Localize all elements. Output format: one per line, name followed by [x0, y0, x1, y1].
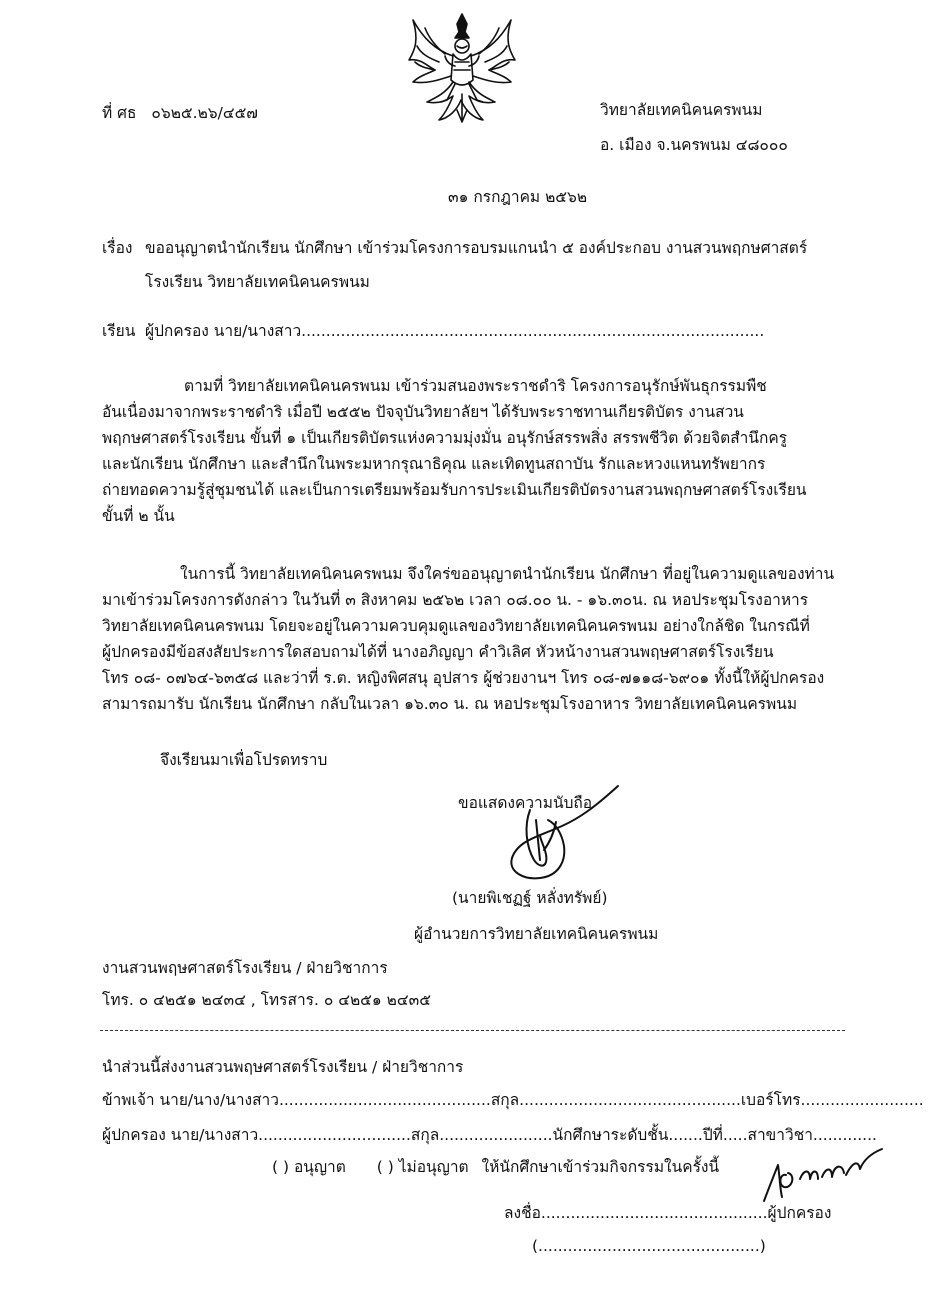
- allow-checkbox[interactable]: ( ) อนุญาต: [272, 1158, 346, 1176]
- contact-phone: โทร. ๐ ๔๒๕๑ ๒๔๓๔ , โทรสาร. ๐ ๔๒๕๑ ๒๔๓๕: [102, 991, 431, 1009]
- paragraph-1-line: ขั้นที่ ๒ นั้น: [102, 507, 175, 525]
- reply-slip-row-2: ผู้ปกครอง นาย/นางสาว...............................สกุล.......................นักศึกษาระดับชั้น.......ปีที่.....สาขาวิชา.............: [102, 1126, 877, 1144]
- reply-slip-row-1: ข้าพเจ้า นาย/นาง/นางสาว...........................................สกุล.............................................เบอร์โทร.........................: [102, 1091, 924, 1109]
- director-signature-icon: [500, 780, 620, 890]
- paragraph-2: [102, 561, 842, 717]
- salutation-text: ผู้ปกครอง นาย/นางสาว..............................................................................................: [145, 322, 765, 340]
- paragraph-1: [102, 373, 842, 529]
- reference-label: ที่ ศธ: [102, 104, 137, 122]
- paragraph-2-line: สามารถมารับ นักเรียน นักศึกษา กลับในเวลา ๑๖.๓๐ น. ณ หอประชุมโรงอาหาร วิทยาลัยเทคนิคนครพนม: [102, 695, 798, 713]
- letter-date: ๓๑ กรกฎาคม ๒๕๖๒: [448, 188, 588, 206]
- subject-label: เรื่อง: [102, 239, 133, 257]
- paragraph-2-line: มาเข้าร่วมโครงการดังกล่าว ในวันที่ ๓ สิงหาคม ๒๕๖๒ เวลา ๐๘.๐๐ น. - ๑๖.๓๐น. ณ หอประชุมโรงอาหาร: [102, 591, 809, 609]
- paragraph-2-line: ในการนี้ วิทยาลัยเทคนิคนครพนม จึงใคร่ขออนุญาตนำนักเรียน นักศึกษา ที่อยู่ในความดูแลของท่าน: [180, 565, 835, 583]
- paragraph-2-line: โทร ๐๘- ๐๗๖๔-๖๓๕๘ และว่าที่ ร.ต. หญิงพิศสนุ อุปสาร ผู้ช่วยงานฯ โทร ๐๘-๗๑๑๘-๖๙๐๑ ทั้งนี้ให้ผู้ปกครอง: [102, 669, 825, 687]
- deny-checkbox[interactable]: ( ) ไม่อนุญาต: [376, 1158, 469, 1176]
- consent-text: ให้นักศึกษาเข้าร่วมกิจกรรมในครั้งนี้: [481, 1158, 720, 1176]
- reference-number: ๐๖๒๕.๒๖/๔๕๗: [151, 104, 258, 122]
- parent-signature-icon: [760, 1145, 885, 1205]
- organization-address: อ. เมือง จ.นครพนม ๔๘๐๐๐: [600, 136, 788, 154]
- organization-name: วิทยาลัยเทคนิคนครพนม: [600, 101, 763, 119]
- parent-name-line: (.............................................): [532, 1237, 766, 1255]
- salutation-label: เรียน: [102, 322, 136, 340]
- subject-line-1: ขออนุญาตนำนักเรียน นักศึกษา เข้าร่วมโครงการอบรมแกนนำ ๕ องค์ประกอบ งานสวนพฤกษศาสตร์: [145, 239, 808, 257]
- paragraph-2-line: วิทยาลัยเทคนิคนครพนม โดยจะอยู่ในความควบคุมดูแลของวิทยาลัยเทคนิคนครพนม อย่างใกล้ชิด ในกรณีที่: [102, 617, 810, 635]
- parent-sign-line: ลงชื่อ..............................................ผู้ปกครอง: [504, 1204, 832, 1222]
- garuda-emblem-icon: [405, 10, 520, 130]
- contact-department: งานสวนพฤษศาสตร์โรงเรียน / ฝ่ายวิชาการ: [102, 959, 388, 977]
- director-name: (นายพิเชฏฐ์ หลั่งทรัพย์): [452, 889, 608, 907]
- closing-text: จึงเรียนมาเพื่อโปรดทราบ: [160, 751, 328, 769]
- regards-text: ขอแสดงความนับถือ: [458, 794, 593, 812]
- paragraph-1-line: อันเนื่องมาจากพระราชดำริ เมื่อปี ๒๕๕๒ ปัจจุบันวิทยาลัยฯ ได้รับพระราชทานเกียรติบัตร งานสวน: [102, 403, 744, 421]
- paragraph-1-line: และนักเรียน นักศึกษา และสำนึกในพระมหากรุณาธิคุณ และเทิดทูนสถาบัน รักและหวงแหนทรัพยากร: [102, 455, 766, 473]
- reply-slip-heading: นำส่วนนี้ส่งงานสวนพฤษศาสตร์โรงเรียน / ฝ่ายวิชาการ: [102, 1058, 464, 1076]
- subject-line-2: โรงเรียน วิทยาลัยเทคนิคนครพนม: [145, 273, 370, 291]
- cut-line-divider: [100, 1030, 845, 1031]
- paragraph-1-line: พฤกษศาสตร์โรงเรียน ขั้นที่ ๑ เป็นเกียรติบัตรแห่งความมุ่งมั่น อนุรักษ์สรรพสิ่ง สรรพชีวิต ด้วยจิตสำนึกครู: [102, 429, 788, 447]
- paragraph-1-line: ตามที่ วิทยาลัยเทคนิคนครพนม เข้าร่วมสนองพระราชดำริ โครงการอนุรักษ์พันธุกรรมพืช: [184, 377, 767, 395]
- paragraph-1-line: ถ่ายทอดความรู้สู่ชุมชนได้ และเป็นการเตรียมพร้อมรับการประเมินเกียรติบัตรงานสวนพฤกษศาสตร์โรงเรียน: [102, 481, 807, 499]
- paragraph-2-line: ผู้ปกครองมีข้อสงสัยประการใดสอบถามได้ที่ นางอภิญญา คำวิเลิศ หัวหน้างานสวนพฤษศาสตร์โรงเรียน: [102, 643, 774, 661]
- director-position: ผู้อำนวยการวิทยาลัยเทคนิคนครพนม: [414, 925, 659, 943]
